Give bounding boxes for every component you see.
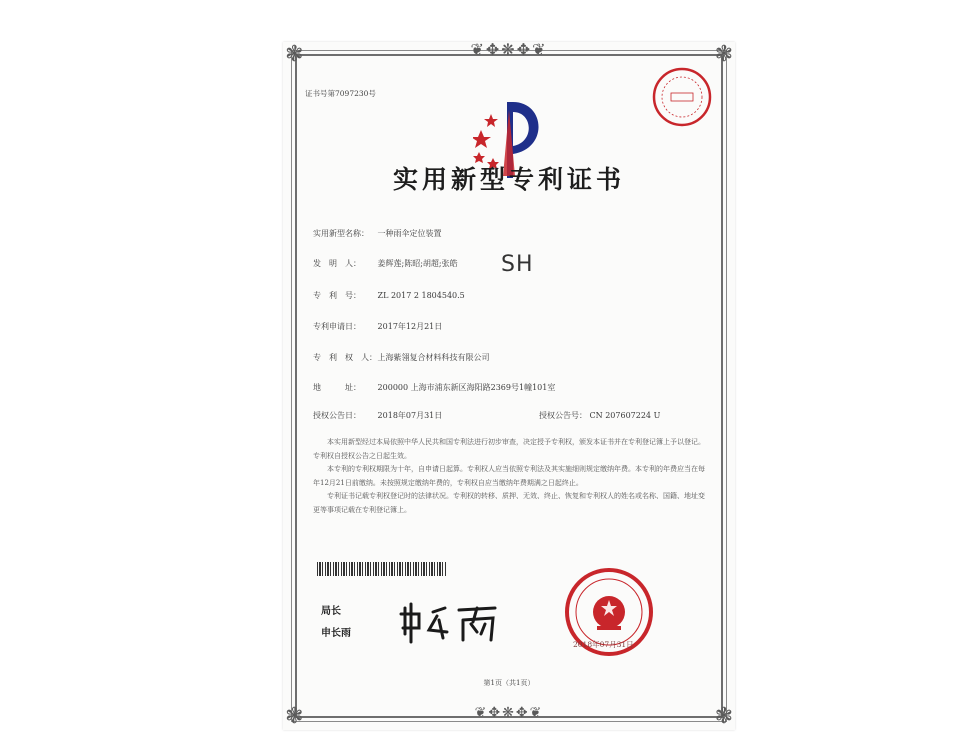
page-number: 第1页（共1页） xyxy=(483,679,535,687)
barcode-icon xyxy=(317,562,447,576)
seal-date: 2018年07月31日 xyxy=(573,640,634,649)
body-paragraph: 本实用新型经过本局依照中华人民共和国专利法进行初步审查，决定授予专利权，颁发本证书并在专利登记簿上予以登记。专利权自授权公告之日起生效。 xyxy=(313,438,705,460)
field-grant-number xyxy=(539,410,660,421)
director-label: 局长 xyxy=(321,606,341,617)
director-name: 申长雨 xyxy=(321,628,351,639)
field-label: 专利申请日： xyxy=(313,322,361,331)
field-value: CN 207607224 U xyxy=(589,411,661,420)
field-patentee xyxy=(313,352,490,363)
bottom-ornament-icon: ❦✥❋✥❦ xyxy=(474,705,544,721)
director-signature-icon xyxy=(399,598,509,644)
field-value: 一种雨伞定位装置 xyxy=(377,229,442,238)
corner-ornament-icon: ❃ xyxy=(285,42,304,67)
corner-ornament-icon: ❃ xyxy=(714,704,733,729)
certificate-paper xyxy=(283,42,735,730)
field-value: 2017年12月21日 xyxy=(377,322,443,331)
field-patent-number xyxy=(313,290,465,301)
field-inventor xyxy=(313,258,458,269)
certificate-title: 实用新型专利证书 xyxy=(392,165,625,194)
field-value: 姜辉莲;陈昭;胡超;张皓 xyxy=(377,259,458,268)
certificate-body xyxy=(313,436,708,517)
field-grant-date xyxy=(313,410,442,421)
field-label: 授权公告日： xyxy=(313,411,361,420)
top-seal-icon xyxy=(651,66,713,128)
field-application-date xyxy=(313,321,442,332)
field-label: 实用新型名称： xyxy=(313,229,369,238)
field-label: 发 明 人： xyxy=(313,259,361,268)
body-paragraph: 专利证书记载专利权登记时的法律状况。专利权的转移、质押、无效、终止、恢复和专利权人的姓名或名称、国籍、地址变更等事项记载在专利登记簿上。 xyxy=(313,492,705,514)
body-paragraph: 本专利的专利权期限为十年，自申请日起算。专利权人应当依照专利法及其实施细则规定缴纳年费。本专利的年费应当在每年12月21日前缴纳。未按照规定缴纳年费的，专利权自应当缴纳年费期满之日起终止。 xyxy=(313,465,705,487)
field-address xyxy=(313,382,555,393)
certificate-number: 证书号第7097230号 xyxy=(305,89,376,98)
field-value: 200000 上海市浦东新区海阳路2369号1幢101室 xyxy=(377,383,556,392)
top-ornament-icon: ❦✥❋✥❦ xyxy=(470,40,548,59)
field-value: 上海紫翎复合材料科技有限公司 xyxy=(377,353,490,362)
handwritten-mark: SH xyxy=(501,252,534,277)
field-utility-model-name xyxy=(313,228,442,239)
field-label: 地 址： xyxy=(313,383,361,392)
corner-ornament-icon: ❃ xyxy=(285,704,304,729)
field-label: 专 利 号： xyxy=(313,291,361,300)
field-label: 专 利 权 人： xyxy=(313,353,377,362)
field-label: 授权公告号： xyxy=(539,411,587,420)
corner-ornament-icon: ❃ xyxy=(714,42,733,67)
field-value: 2018年07月31日 xyxy=(377,411,443,420)
field-value: ZL 2017 2 1804540.5 xyxy=(377,291,465,300)
